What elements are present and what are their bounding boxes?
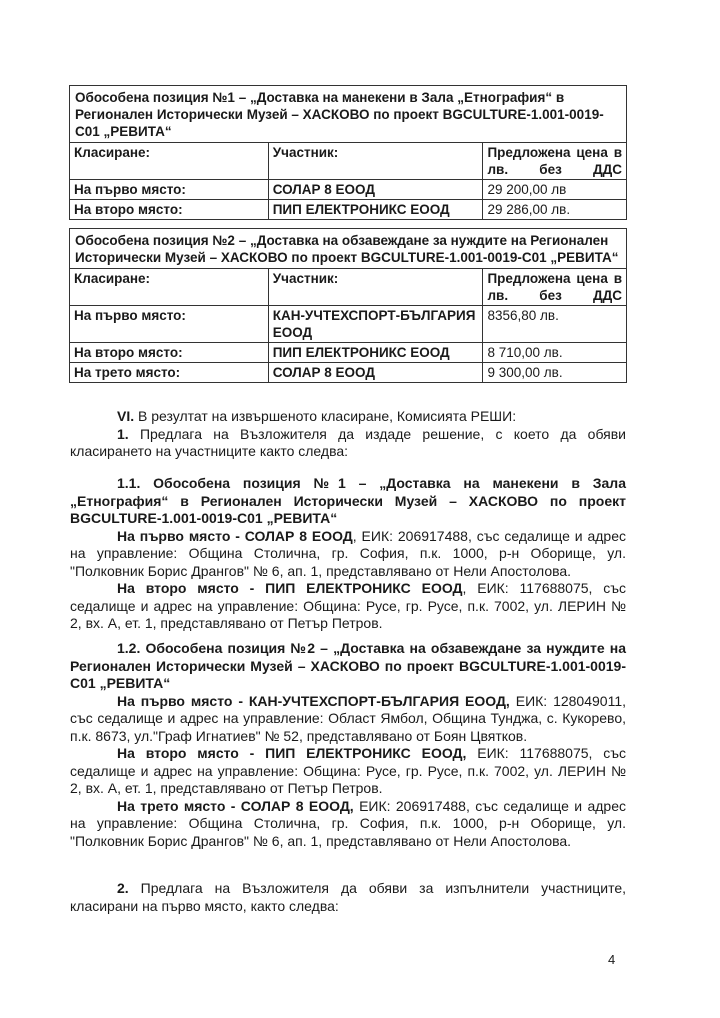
price-cell: 8 710,00 лв. <box>483 343 627 363</box>
lot-1-ranking-table <box>69 85 627 220</box>
lot-2-entry-3 <box>70 798 626 851</box>
participant-cell: СОЛАР 8 ЕООД <box>268 363 483 383</box>
lot-1-section <box>70 475 626 633</box>
price-cell: 29 286,00 лв. <box>483 200 627 220</box>
entry-lead: На първо място - СОЛАР 8 ЕООД <box>117 527 353 544</box>
lot-2-section <box>70 640 626 850</box>
price-cell: 29 200,00 лв <box>483 180 627 200</box>
item-number: 2. <box>117 880 129 896</box>
lot-2-entry-2 <box>70 745 626 798</box>
entry-text: , ЕИК: 117688075, със седалище и адрес на управление: Община: Русе, гр. Русе, п.к. 7002, ул. ЛЕРИН № 2, вх. А, ет. 1, представлявано от Петър Петров. <box>70 580 626 631</box>
entry-lead: На първо място - КАН-УЧТЕХСПОРТ-БЪЛГАРИЯ ЕООД, <box>117 692 510 709</box>
place-cell: На трето място: <box>70 363 269 383</box>
place-cell: На първо място: <box>70 306 269 343</box>
participant-cell: КАН-УЧТЕХСПОРТ-БЪЛГАРИЯ ЕООД <box>268 306 483 343</box>
table-row <box>70 306 627 343</box>
lot-1-heading: 1.1. Обособена позиция №1 – „Доставка на манекени в Зала „Етнография“ в Регионален Исторически Музей – ХАСКОВО по проект BGCULTURE-1.001-0019-C01 „РЕВИТА“ <box>70 475 626 526</box>
lot-1-entry-1 <box>70 528 626 581</box>
lot-1-entry-2 <box>70 580 626 633</box>
table-row <box>70 200 627 220</box>
entry-text: ЕИК: 128049011, със седалище и адрес на управление: Област Ямбол, Община Тунджа, с. Кукорево, п.к. 8673, ул."Граф Игнатиев" № 52, представлявано от Боян Цвятков. <box>70 692 626 744</box>
price-cell: 9 300,00 лв. <box>483 363 627 383</box>
participant-cell: СОЛАР 8 ЕООД <box>268 180 483 200</box>
price-cell: 8356,80 лв. <box>483 306 627 343</box>
participant-cell: ПИП ЕЛЕКТРОНИКС ЕООД <box>268 343 483 363</box>
entry-text: , ЕИК: 206917488, със седалище и адрес на управление: Община Столична, гр. София, п.к. 1000, р-н Оборище, ул. "Полковник Борис Дрангов" № 6, ап. 1, представлявано от Нели Апостолова. <box>70 527 627 579</box>
section-number: VI. <box>117 408 135 424</box>
column-header-ranking: Класиране: <box>70 143 269 180</box>
column-header-participant: Участник: <box>268 269 483 306</box>
place-cell: На второ място: <box>70 200 269 220</box>
table-row <box>70 180 627 200</box>
column-header-participant: Участник: <box>268 143 483 180</box>
entry-text: ЕИК: 206917488, със седалище и адрес на управление: Община Столична, гр. София, п.к. 1000, р-н Оборище, ул. "Полковник Борис Дрангов" № 6, ап. 1, представлявано от Нели Апостолова. <box>70 797 626 849</box>
column-header-ranking: Класиране: <box>70 269 269 306</box>
entry-text: ЕИК: 117688075, със седалище и адрес на управление: Община: Русе, гр. Русе, п.к. 7002, ул. ЛЕРИН № 2, вх. А, ет. 1, представлявано от Петър Петров. <box>70 745 626 796</box>
column-header-price: Предложена цена в лв. без ДДС <box>483 269 627 306</box>
table-row <box>70 343 627 363</box>
place-cell: На второ място: <box>70 343 269 363</box>
lot-2-heading: 1.2. Обособена позиция №2 – „Доставка на обзавеждане за нуждите на Регионален Исторически Музей – ХАСКОВО по проект BGCULTURE-1.001-0019-C01 „РЕВИТА“ <box>70 640 626 691</box>
page-number: 4 <box>608 952 616 967</box>
entry-lead: На трето място - СОЛАР 8 ЕООД, <box>117 797 354 814</box>
participant-cell: ПИП ЕЛЕКТРОНИКС ЕООД <box>268 200 483 220</box>
table-heading: Обособена позиция №1 – „Доставка на манекени в Зала „Етнография“ в Регионален Исторически Музей – ХАСКОВО по проект BGCULTURE-1.001-0019-C01 „РЕВИТА“ <box>70 86 627 143</box>
item-1-paragraph <box>70 426 626 461</box>
section-text: В резултат на извършеното класиране, Комисията РЕШИ: <box>134 408 517 424</box>
entry-lead: На второ място - ПИП ЕЛЕКТРОНИКС ЕООД <box>117 580 463 596</box>
item-text: Предлага на Възложителя да обяви за изпълнители участниците, класирани на първо място, както следва: <box>70 880 626 914</box>
place-cell: На първо място: <box>70 180 269 200</box>
item-number: 1. <box>117 425 129 442</box>
item-text: Предлага на Възложителя да издаде решение, с което да обяви класирането на участниците както следва: <box>70 425 626 459</box>
item-2-section <box>70 880 626 915</box>
item-2-paragraph <box>70 880 626 915</box>
entry-lead: На второ място - ПИП ЕЛЕКТРОНИКС ЕООД, <box>117 745 467 761</box>
lot-2-entry-1 <box>70 693 626 746</box>
table-row <box>70 363 627 383</box>
column-header-price: Предложена цена в лв. без ДДС <box>483 143 627 180</box>
lot-2-ranking-table <box>69 228 627 383</box>
section-vi-paragraph <box>70 408 626 426</box>
decision-intro <box>70 408 626 461</box>
table-heading: Обособена позиция №2 – „Доставка на обзавеждане за нуждите на Регионален Исторически Музей – ХАСКОВО по проект BGCULTURE-1.001-0019-C01 „РЕВИТА“ <box>70 229 627 269</box>
